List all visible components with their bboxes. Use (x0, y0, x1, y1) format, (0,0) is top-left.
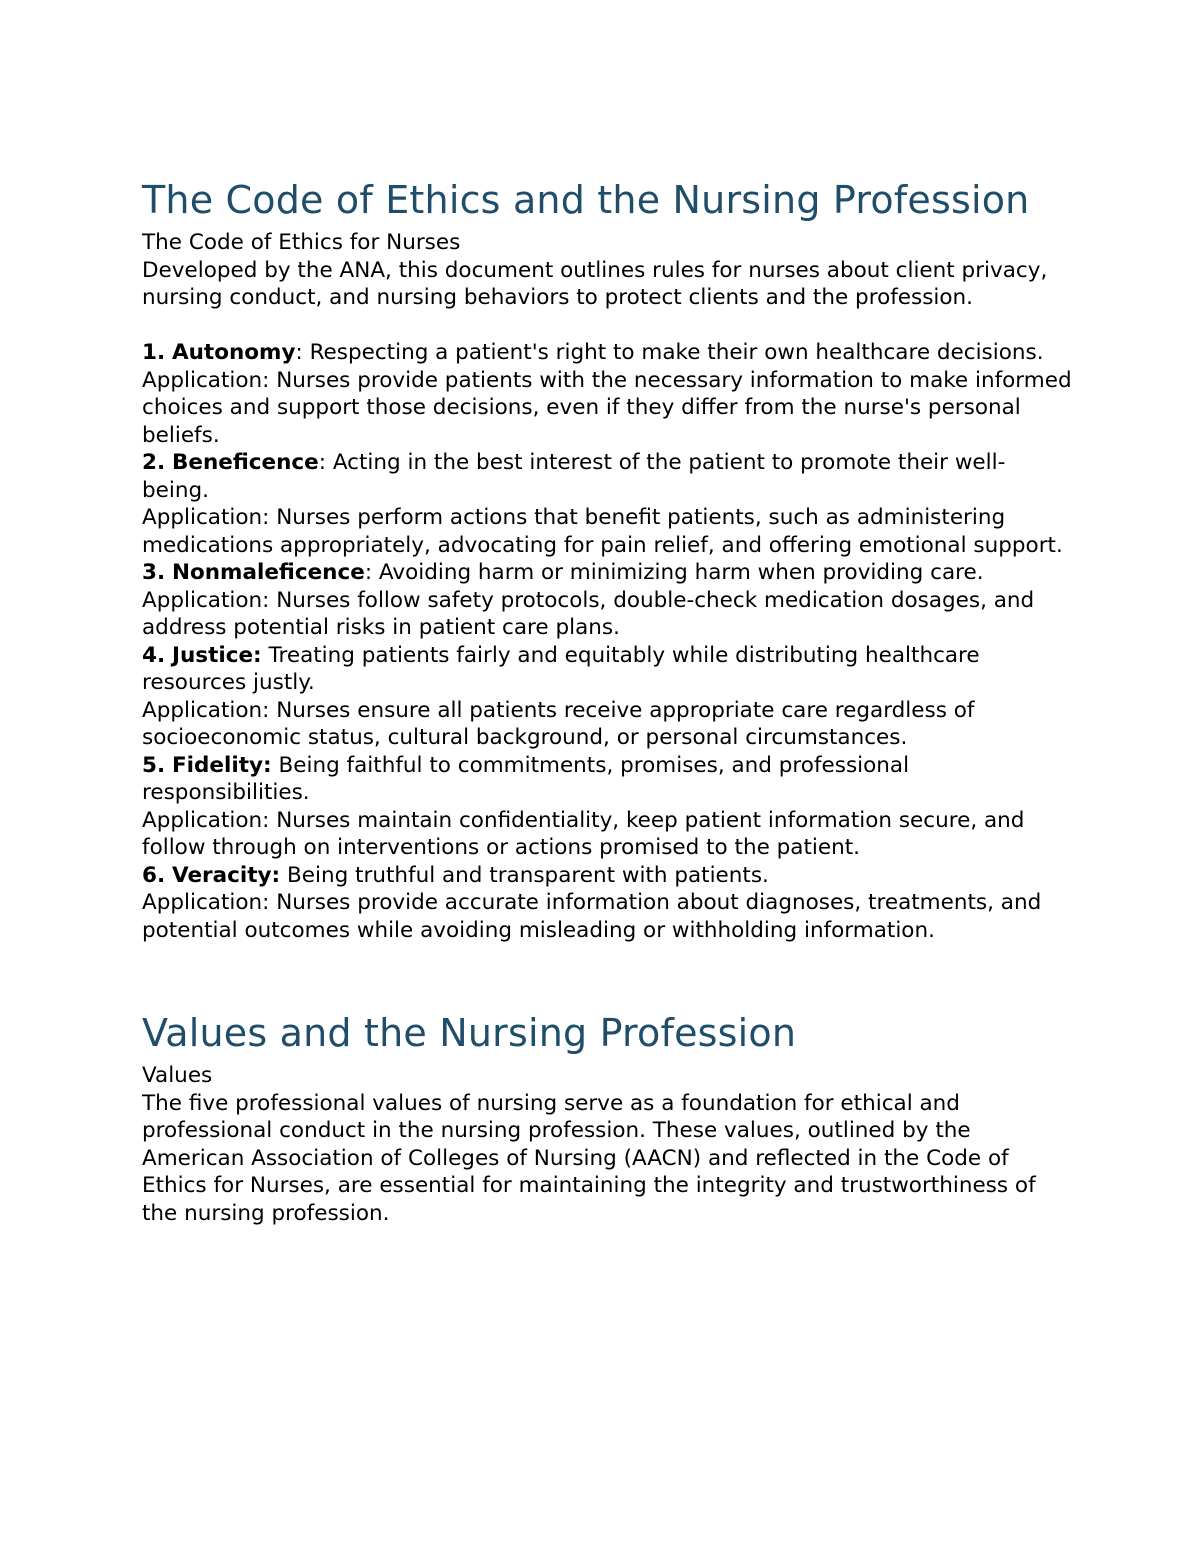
principle-definition-text: Treating patients fairly and equitably while distributing healthcare resources justly. (142, 642, 980, 695)
principle-definition (142, 559, 1072, 587)
principle-application: Application: Nurses perform actions that benefit patients, such as administering medications appropriately, advocating for pain relief, and offering emotional support. (142, 505, 1063, 558)
principle-number: 3. (142, 560, 166, 585)
principle-term: Justice: (171, 642, 262, 668)
principle-veracity (142, 862, 1072, 945)
principle-number: 4. (142, 642, 166, 668)
principle-definition (142, 642, 1072, 697)
intro-paragraph: Developed by the ANA, this document outlines rules for nurses about client privacy, nursing conduct, and nursing behaviors to protect clients and the profession. (142, 257, 1048, 310)
principle-application: Application: Nurses provide accurate information about diagnoses, treatments, and potential outcomes while avoiding misleading or withholding information. (142, 890, 1042, 943)
principle-number: 2. (142, 450, 166, 475)
principle-term: Nonmaleficence (171, 560, 365, 585)
principle-nonmaleficence (142, 559, 1072, 642)
principle-definition-text: Respecting a patient's right to make their own healthcare decisions. (302, 340, 1044, 365)
principle-term: Fidelity: (171, 752, 272, 778)
principle-definition-text: Being faithful to commitments, promises, and professional responsibilities. (142, 752, 910, 805)
principle-fidelity (142, 752, 1072, 862)
principle-term-suffix: : (318, 450, 326, 475)
section-heading-values: Values and the Nursing Profession (142, 1011, 797, 1055)
principle-definition (142, 339, 1072, 367)
principle-application: Application: Nurses provide patients with the necessary information to make informed choices and support those decisions, even if they differ from the nurse's personal beliefs. (142, 367, 1072, 448)
principle-term-suffix: : (364, 560, 373, 585)
values-paragraph: The five professional values of nursing serve as a foundation for ethical and professional conduct in the nursing profession. These values, outlined by the American Association of Colleges of Nursing (AACN) and reflected in the Code of Ethics for Nurses, are essential for maintaining the integrity and trustworthiness of the nursing profession. (142, 1090, 1036, 1226)
principle-definition-text: Acting in the best interest of the patient to promote their well-being. (142, 450, 1006, 503)
principle-number: 5. (142, 752, 166, 778)
principle-justice (142, 642, 1072, 752)
principle-definition (142, 752, 1072, 807)
principle-definition (142, 449, 1072, 504)
principle-number: 6. (142, 862, 166, 888)
principle-definition-text: Avoiding harm or minimizing harm when providing care. (372, 560, 984, 585)
principle-definition (142, 862, 1072, 890)
principle-autonomy (142, 339, 1072, 449)
values-section (142, 1009, 1072, 1227)
subheading-values: Values (142, 1063, 213, 1088)
section-heading-code-of-ethics: The Code of Ethics and the Nursing Profession (142, 178, 1030, 222)
principle-application: Application: Nurses ensure all patients receive appropriate care regardless of socioeconomic status, cultural background, or personal circumstances. (142, 697, 975, 750)
principle-application: Application: Nurses maintain confidentiality, keep patient information secure, and follow through on interventions or actions promised to the patient. (142, 807, 1025, 860)
subheading-code-of-ethics-for-nurses: The Code of Ethics for Nurses (142, 230, 461, 255)
principle-definition-text: Being truthful and transparent with patients. (280, 862, 769, 888)
principle-beneficence (142, 449, 1072, 559)
document-page (142, 176, 1072, 1227)
principle-application: Application: Nurses follow safety protocols, double-check medication dosages, and address potential risks in patient care plans. (142, 587, 1035, 640)
principle-term: Veracity: (171, 862, 281, 888)
principle-term: Beneficence (171, 450, 319, 475)
code-of-ethics-section (142, 176, 1072, 944)
principle-term: Autonomy (171, 340, 296, 365)
blank-line (142, 312, 1072, 340)
principle-number: 1. (142, 340, 166, 365)
principle-term-suffix: : (295, 340, 303, 365)
